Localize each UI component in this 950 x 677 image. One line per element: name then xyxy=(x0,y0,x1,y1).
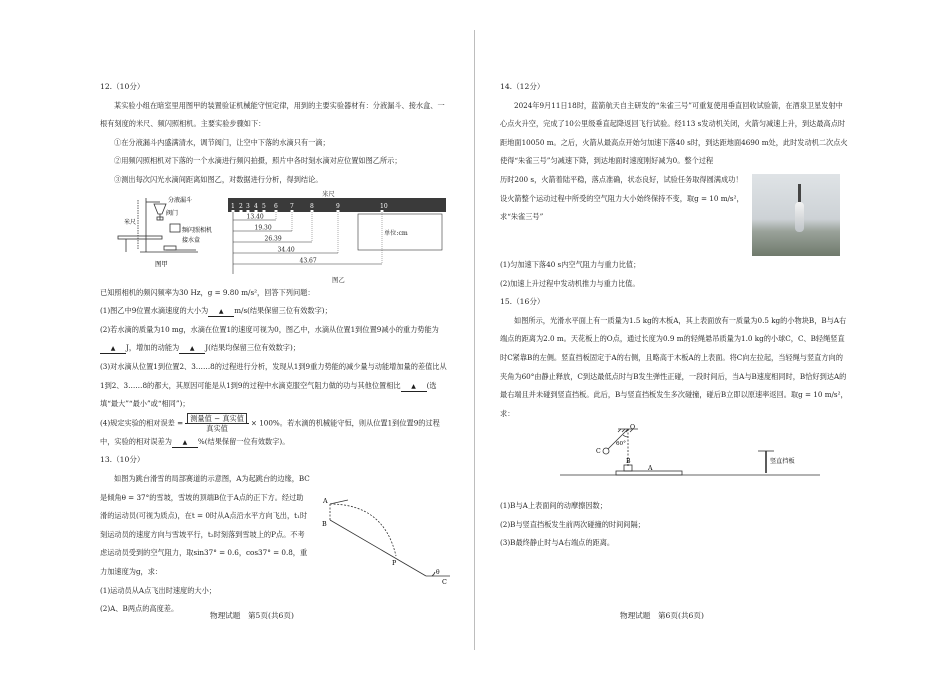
q12-sub2-tail: J(结果均保留三位有效数字)； xyxy=(205,343,300,353)
q12-sub4 xyxy=(100,414,448,452)
blank-mark: ▲ xyxy=(182,438,188,446)
q12-sub2-mid: J，增加的动能为 xyxy=(126,343,180,353)
answer-blank[interactable] xyxy=(401,383,427,392)
water-drop xyxy=(275,210,278,212)
q12-sub1-tail: m/s(结果保留三位有效数字)； xyxy=(234,306,332,316)
ruler-mark-label: 10 xyxy=(380,202,388,210)
answer-blank[interactable] xyxy=(172,439,198,448)
fig-13-label-P: P xyxy=(392,559,397,567)
blank-mark: ▲ xyxy=(218,308,224,316)
fig-15-label-C: C xyxy=(596,448,601,456)
q13-block xyxy=(100,470,448,619)
fig-b-unit: 单位:cm xyxy=(384,229,408,237)
fig-13-label-theta: θ xyxy=(436,569,440,576)
q15-figure xyxy=(500,423,848,489)
fig-13-label-C: C xyxy=(442,578,447,586)
q13-figure xyxy=(314,486,454,586)
answer-blank[interactable] xyxy=(100,345,126,354)
q12-known: 已知照相机的频闪频率为30 Hz，g = 9.80 m/s²，回答下列问题： xyxy=(100,287,315,297)
q12-sub4-mid: × 100%。若水滴的机械能守恒，则从位置1到位置9的过程中，实验的相对误差为 xyxy=(100,418,440,446)
ruler-mark-label: 4 xyxy=(254,202,258,210)
ruler-mark-label: 6 xyxy=(274,202,278,210)
q14-body1: 2024年9月11日18时，蓝箭航天自主研发的“朱雀三号”可重复使用垂直回收试验箭，在酒泉卫星发射中心点火升空，完成了10公里级垂直起降返回飞行试验。经113 s发动机关闭，火箭匀减速上升，到达最高点时距地面10050 m。之后，火箭从最高点开始匀加速下落40 s时，到达距地面4690 m处，此时发动机二次点火使得“朱雀三号”匀减速下降，到达地面时速度刚好减为0。整个过程 xyxy=(500,100,848,166)
q13-sub2: (2)A、B两点的高度差。 xyxy=(100,604,179,614)
q12-step3: ③测出每次闪光水滴间距离如图乙，对数据进行分析，得到结论。 xyxy=(114,174,323,184)
ruler-mark-label: 7 xyxy=(290,202,294,210)
q14-body2: 历时200 s，火箭着陆平稳，落点准确，状态良好，试验任务取得圆满成功！设火箭整个运动过程中所受的空气阻力大小始终保持不变，取g = 10 m/s²，求“朱雀三号” xyxy=(500,174,744,222)
q12-sub1 xyxy=(100,302,448,321)
fig-13-label-A: A xyxy=(323,497,328,505)
fig-a-ruler-label: 米尺 xyxy=(124,218,137,226)
blank-mark: ▲ xyxy=(411,382,416,390)
q12-step2: ②用频闪照相机对下落的一个水滴进行频闪拍摄，照片中各时刻水滴对应位置如图乙所示； xyxy=(114,156,402,166)
q12-figures xyxy=(100,190,448,284)
fig-15-label-A: A xyxy=(648,465,653,473)
fig-a-funnel-label: 分液漏斗 xyxy=(168,196,193,204)
q12-sub3 xyxy=(100,358,448,414)
ruler-mark-label: 1 xyxy=(231,202,235,210)
ruler-distances xyxy=(233,212,382,265)
rocket-plume xyxy=(795,202,804,232)
fig-b-caption: 图乙 xyxy=(332,275,345,284)
q12-sub2-text: (2)若水滴的质量为10 mg，水滴在位置1的速度可视为0，图乙中，水滴从位置1到位置9减小的重力势能为 xyxy=(100,324,439,334)
q13-heading: 13.（10分） xyxy=(100,455,145,465)
water-drop xyxy=(263,210,266,212)
q12-sub3-text: (3)对水滴从位置1到位置2、3……8的过程进行分析，发现从1到9重力势能的减少量与动能增加量的差值比从1到2、3……8的都大，其原因可能是从1到9的过程中水滴克服空气阻力做的功与其他位置相比 xyxy=(100,361,447,390)
q12-intro: 某实验小组在暗室里用图甲的装置验证机械能守恒定律，用到的主要实验器材有：分液漏斗、接水盒、一根有刻度的米尺、频闪照相机。主要实验步骤如下： xyxy=(100,100,445,129)
blank-mark: ▲ xyxy=(189,345,195,353)
q13-body: 如图为跳台滑雪的局部赛道的示意图，A为起跳台的边缘，BC是倾角θ = 37°的雪坡，雪坡的顶端B位于A点的正下方。经过助滑的运动员(可视为质点)，在t = 0时从A点沿水平方向飞出，t₁时刻运动员的速度方向与雪坡平行，t₂时刻落到雪坡上的P点。不考虑运动员受到的空气阻力，取sin37° = 0.6，cos37° = 0.8，重力加速度为g，求： xyxy=(100,474,310,576)
ruler-mark-label: 8 xyxy=(310,202,314,210)
error-fraction xyxy=(185,414,249,433)
ruler-mark-label: 3 xyxy=(246,202,250,210)
answer-blank[interactable] xyxy=(179,345,205,354)
right-page xyxy=(475,0,950,677)
distance-label: 13.40 xyxy=(246,213,264,221)
distance-label: 26.39 xyxy=(264,235,282,243)
rocket-icon xyxy=(798,184,801,202)
fig-15-label-O: O xyxy=(630,424,636,432)
q15-sub3: (3)B最终静止时与A右端点的距离。 xyxy=(500,538,615,548)
fig-15-wall-label: 竖直挡板 xyxy=(770,458,795,466)
q15-body: 如图所示，光滑水平面上有一质量为1.5 kg的木板A，其上表面放有一质量为0.5 kg的小物块B，B与A右端点的距离为2.0 m。天花板上的O点，通过长度为0.9 m的轻绳悬吊质量为1.0 kg的小球C，C、B轻绳竖直时C紧靠B的左侧。竖直挡板固定于A的右侧，且略高于木板A的上表面。将C向左拉起，当轻绳与竖直方向的夹角为60°由静止释放，C到达最低点时与B发生弹性正碰，一段时间后，当A与B速度相同时，B恰好到达A的最右端且并未碰到竖直挡板。此后，B与竖直挡板发生多次碰撞，碰后B立即以原速率返回。取g = 10 m/s²，求： xyxy=(500,315,848,418)
water-drop xyxy=(240,210,243,212)
ruler-mark-label: 5 xyxy=(262,202,266,210)
water-drop xyxy=(337,210,340,212)
water-drop xyxy=(232,210,235,212)
q15-sub1: (1)B与A上表面间的动摩擦因数； xyxy=(500,500,607,510)
q14-sub1: (1)匀加速下落40 s内空气阻力与重力比值； xyxy=(500,259,641,269)
right-column xyxy=(500,78,848,553)
q14-heading: 14.（12分） xyxy=(500,82,545,91)
figure-b-ruler xyxy=(228,190,446,284)
q12-sub1-text: (1)图乙中9位置水滴速度的大小为 xyxy=(100,306,209,316)
water-drop xyxy=(247,210,250,212)
ruler-mark-label: 2 xyxy=(239,202,243,210)
distance-label: 43.67 xyxy=(299,257,317,265)
fig-a-camera-label: 频闪照相机 xyxy=(182,226,213,234)
fig-13-label-B: B xyxy=(322,520,327,528)
water-drop xyxy=(291,210,294,212)
fig-a-caption: 图甲 xyxy=(155,259,168,268)
answer-blank[interactable] xyxy=(208,308,234,317)
water-drop xyxy=(381,210,384,212)
blank-mark: ▲ xyxy=(110,345,116,353)
q12-step1: ①在分液漏斗内盛满清水，调节阀门，让空中下落的水滴只有一滴； xyxy=(114,137,330,147)
right-footer: 物理试题 第6页(共6页) xyxy=(620,611,704,620)
fraction-denominator: 真实值 xyxy=(206,423,228,433)
fig-b-title: 米尺 xyxy=(322,189,335,198)
q14-sub2: (2)加速上升过程中发动机推力与重力比值。 xyxy=(500,278,640,288)
left-column xyxy=(100,78,448,619)
distance-label: 34.40 xyxy=(277,246,295,254)
q12-heading: 12.（10分） xyxy=(100,82,145,91)
q12-sub2 xyxy=(100,321,448,358)
fig-a-valve-label: 阀门 xyxy=(166,209,179,217)
fig-15-angle: 60° xyxy=(616,441,626,448)
water-drop xyxy=(255,210,258,212)
rocket-photo xyxy=(752,174,840,256)
q15-heading: 15.（16分） xyxy=(500,297,545,307)
water-drop xyxy=(311,210,314,212)
ruler-mark-label: 9 xyxy=(336,202,340,210)
left-footer: 物理试题 第5页(共6页) xyxy=(210,611,294,620)
q13-sub1: (1)运动员从A点飞出时速度的大小； xyxy=(100,585,216,595)
q12-sub4-tail: %(结果保留一位有效数字)。 xyxy=(197,436,290,446)
q12-sub3-tail: (选填“最大”“最小”或“相同”)； xyxy=(100,380,437,409)
q15-sub2: (2)B与竖直挡板发生前两次碰撞的时间间隔； xyxy=(500,519,645,529)
q12-sub4-text: (4)规定实验的相对误差 = xyxy=(100,418,184,428)
distance-label: 19.30 xyxy=(254,224,272,232)
fraction-numerator: 测量值 − 真实值 xyxy=(187,413,247,424)
q14-wrap xyxy=(500,171,848,256)
q12-figure-svg xyxy=(100,190,448,284)
fig-15-label-B: B xyxy=(626,458,631,466)
fig-a-box-label: 接水盒 xyxy=(182,236,201,244)
